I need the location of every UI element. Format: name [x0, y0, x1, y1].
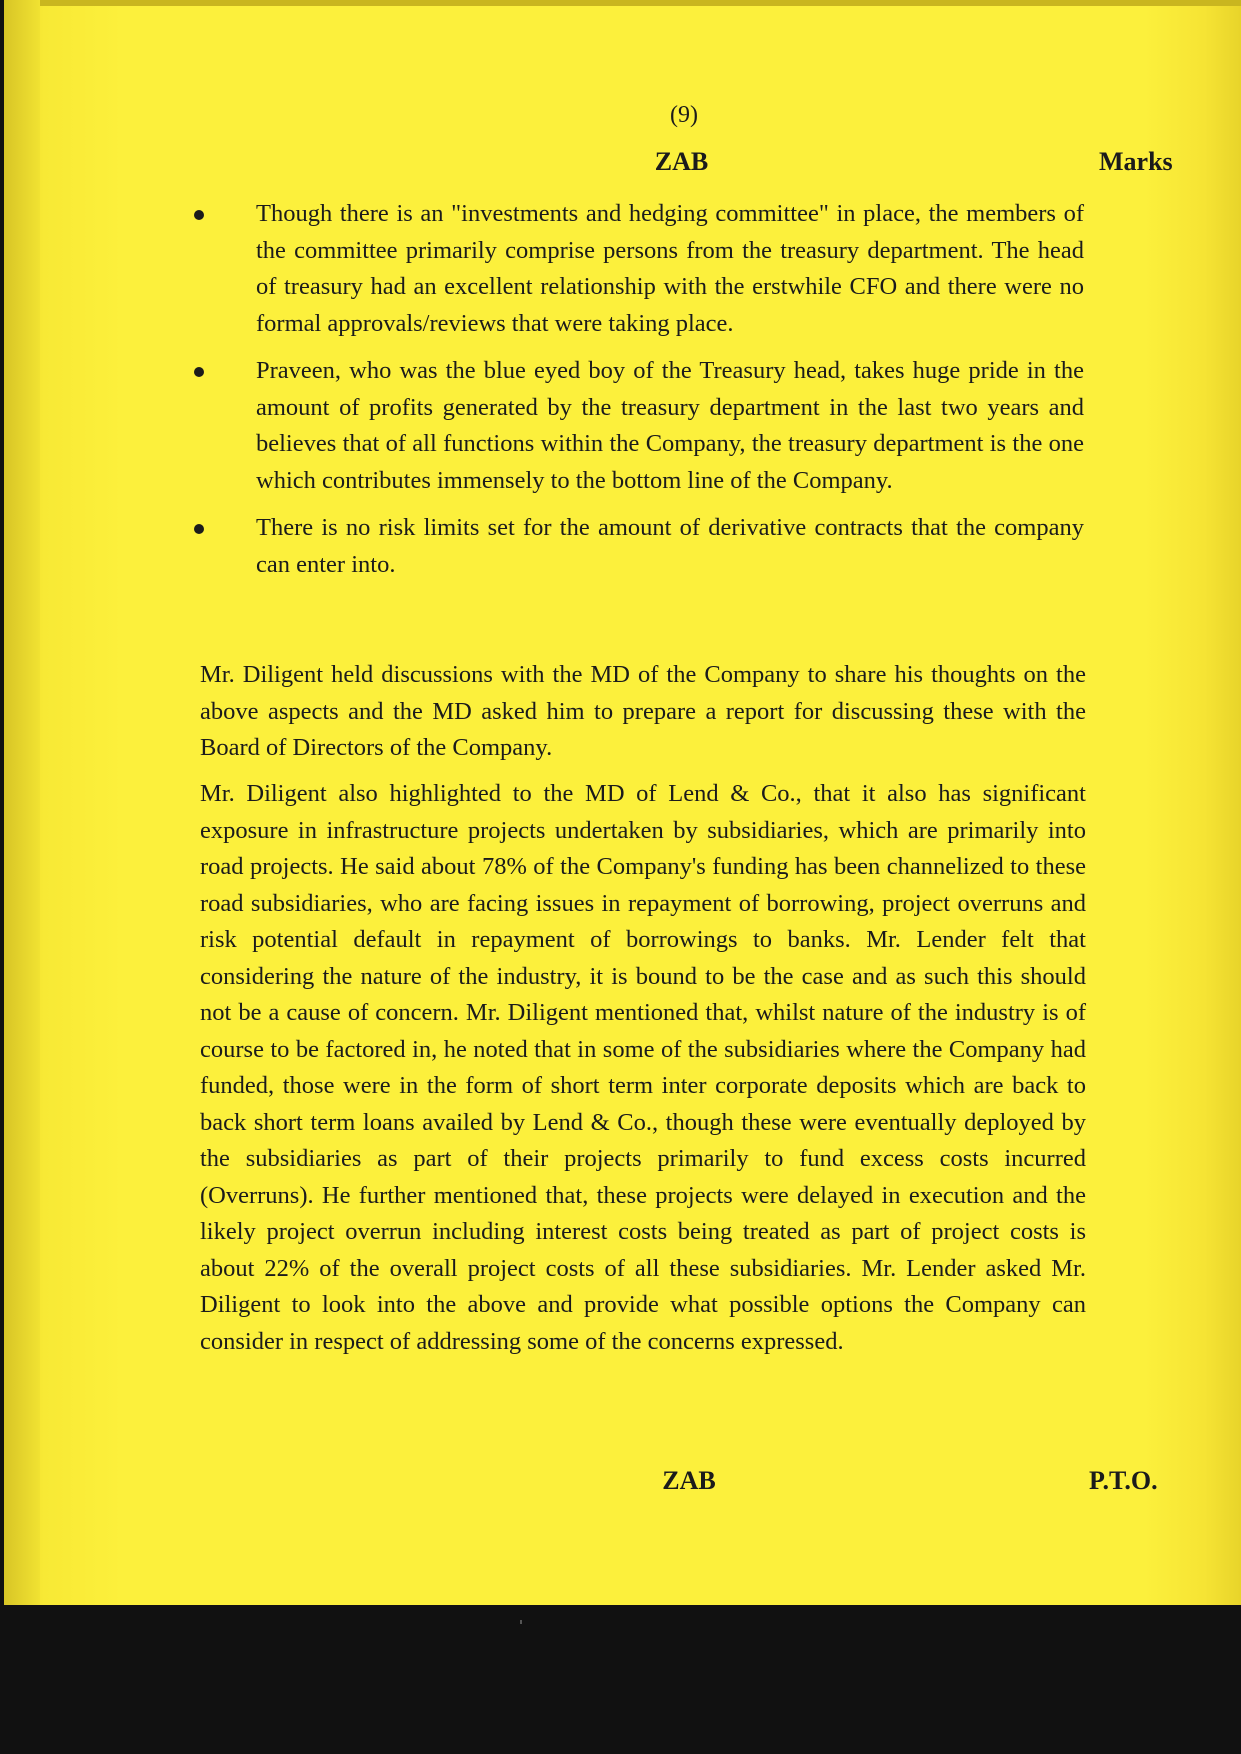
bullet-item — [184, 353, 1084, 499]
bullet-item — [184, 510, 1084, 583]
bullet-item — [184, 196, 1084, 342]
sheet-binding-edge — [4, 0, 40, 1605]
bullet-text: Though there is an "investments and hedging committee" in place, the members of the committee primarily comprise persons from the treasury department. The head of treasury had an excellent relationship with the erstwhile CFO and there were no formal approvals/reviews that were taking place. — [256, 200, 1084, 337]
bullet-icon — [194, 210, 204, 220]
footer-paper-code: ZAB — [662, 1466, 716, 1495]
paragraph-md-discussion: Mr. Diligent held discussions with the MD of the Company to share his thoughts on the above aspects and the MD asked him to prepare a report for discussing these with the Board of Directors of the Company. — [200, 661, 1086, 761]
header-paper-code: ZAB — [654, 147, 709, 176]
paper-sheet — [4, 0, 1241, 1605]
marks-column-label: Marks — [1099, 147, 1173, 176]
bullet-list — [184, 196, 1084, 594]
footer-pto: P.T.O. — [1089, 1466, 1158, 1495]
bullet-icon — [194, 367, 204, 377]
bullet-icon — [194, 524, 204, 534]
paragraph-infrastructure-exposure: Mr. Diligent also highlighted to the MD of Lend & Co., that it also has significant exposure in infrastructure projects undertaken by subsidiaries, which are primarily into road projects. He said about 78% of the Company's funding has been channelized to these road subsidiaries, who are facing issues in repayment of borrowing, project overruns and risk potential default in repayment of borrowings to banks. Mr. Lender felt that considering the nature of the industry, it is bound to be the case and as such this should not be a cause of concern. Mr. Diligent mentioned that, whilst nature of the industry is of course to be factored in, he noted that in some of the subsidiaries where the Company had funded, those were in the form of short term inter corporate deposits which are back to back short term loans availed by Lend & Co., though these were eventually deployed by the subsidiaries as part of their projects primarily to fund excess costs incurred (Overruns). He further mentioned that, these projects were delayed in execution and the likely project overrun including interest costs being treated as part of project costs is about 22% of the overall project costs of all these subsidiaries. Mr. Lender asked Mr. Diligent to look into the above and provide what possible options the Company can consider in respect of addressing some of the concerns expressed. — [200, 780, 1086, 1355]
page-number: (9) — [670, 102, 698, 128]
sheet-top-edge — [4, 0, 1241, 6]
scan-speck — [520, 1620, 522, 1624]
bullet-text: There is no risk limits set for the amount of derivative contracts that the company can enter into. — [256, 514, 1084, 578]
bullet-text: Praveen, who was the blue eyed boy of the Treasury head, takes huge pride in the amount of profits generated by the treasury department in the last two years and believes that of all functions within the Company, the treasury department is the one which contributes immensely to the bottom line of the Company. — [256, 357, 1084, 494]
